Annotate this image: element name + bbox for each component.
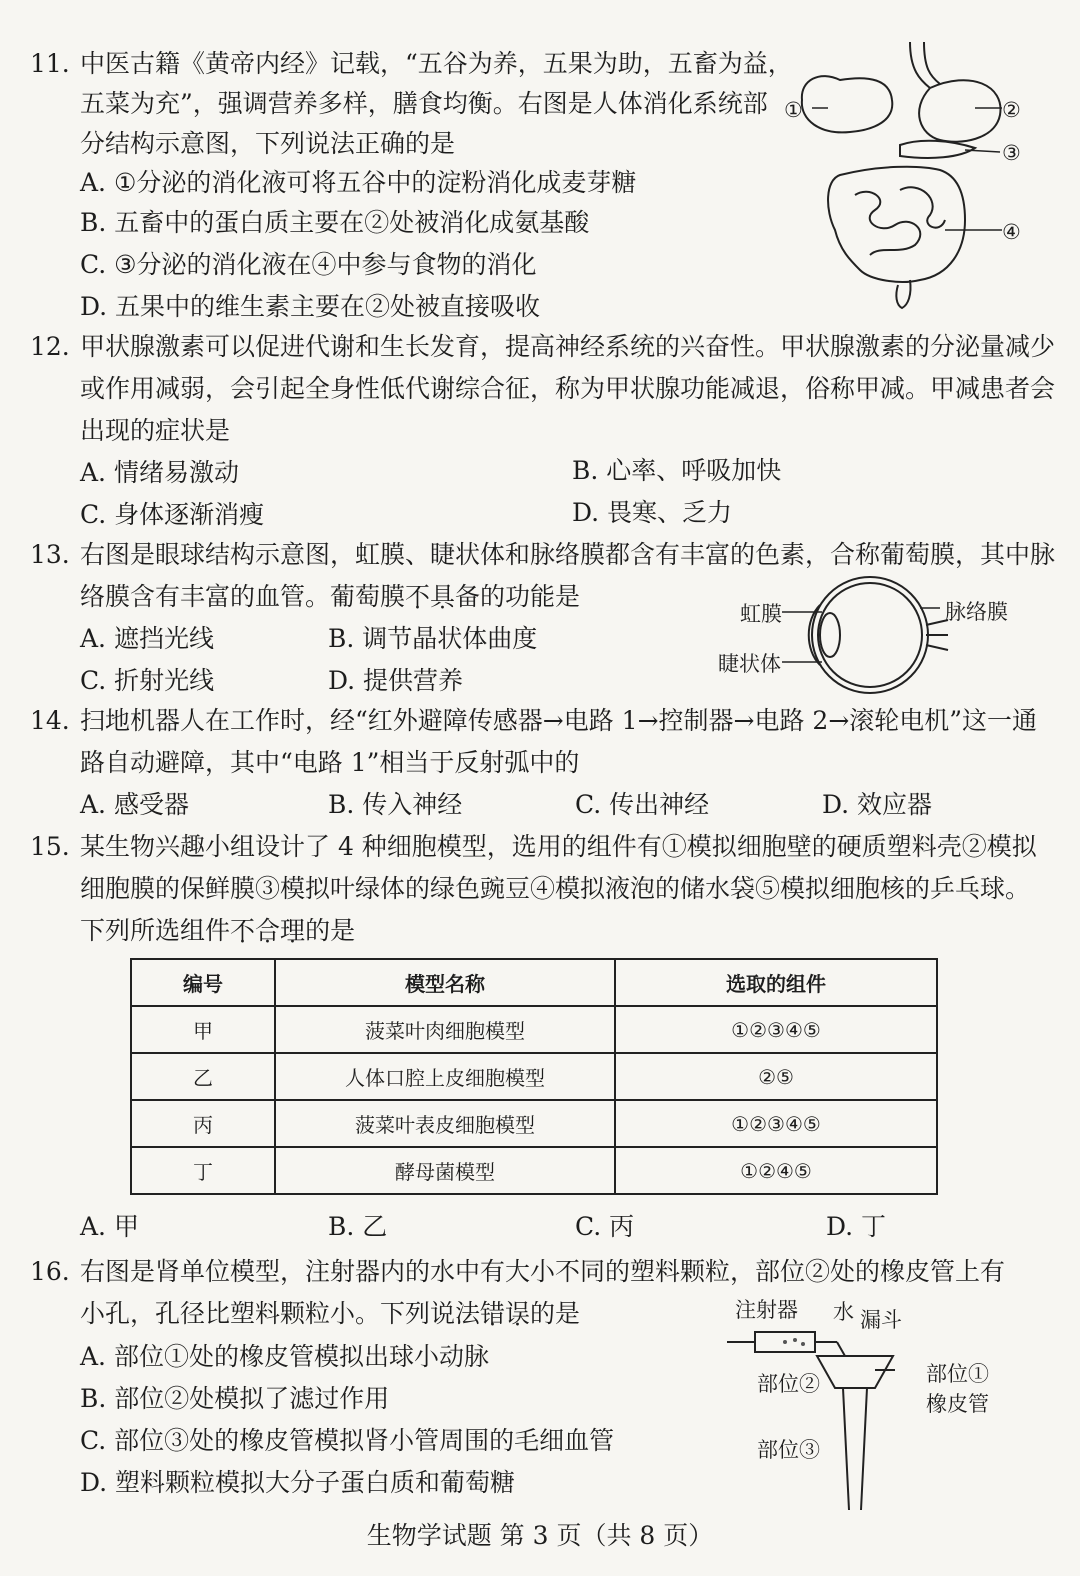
option-c: C. ③分泌的消化液在④中参与食物的消化: [80, 250, 537, 279]
table-cell: ②⑤: [615, 1053, 937, 1100]
question-text: 出现的症状是: [80, 416, 231, 445]
figure-label-choroid: 脉络膜: [945, 600, 1008, 624]
figure-label-part2: 部位②: [757, 1372, 820, 1396]
option-d: D. 塑料颗粒模拟大分子蛋白质和葡萄糖: [80, 1468, 516, 1497]
question-text: 路自动避障，其中“电路 1”相当于反射弧中的: [80, 748, 580, 777]
table-cell: 菠菜叶肉细胞模型: [275, 1006, 615, 1053]
table-cell: 酵母菌模型: [275, 1147, 615, 1194]
figure-label-syringe: 注射器: [735, 1298, 798, 1322]
option-c: C. 传出神经: [575, 790, 710, 819]
question-text: 中医古籍《黄帝内经》记载，“五谷为养，五果为助，五畜为益，: [80, 49, 793, 78]
digestive-system-figure: [780, 40, 1050, 315]
table-cell: 丙: [131, 1100, 275, 1147]
table-header: 模型名称: [275, 959, 615, 1006]
option-b: B. 传入神经: [328, 790, 463, 819]
option-b: B. 乙: [328, 1212, 388, 1241]
question-text: 某生物兴趣小组设计了 4 种细胞模型，选用的组件有①模拟细胞壁的硬质塑料壳②模拟: [80, 832, 1037, 861]
table-header: 选取的组件: [615, 959, 937, 1006]
question-number: 12.: [30, 332, 70, 361]
table-cell: ①②③④⑤: [615, 1100, 937, 1147]
table-cell: 人体口腔上皮细胞模型: [275, 1053, 615, 1100]
question-text: 下列所选组件不合理的是: [80, 916, 356, 945]
figure-label-water: 水: [833, 1300, 854, 1324]
table-cell: 甲: [131, 1006, 275, 1053]
question-text: 小孔，孔径比塑料颗粒小。下列说法错误的是: [80, 1299, 581, 1328]
figure-label-part1: 部位①: [926, 1362, 989, 1386]
figure-label-funnel: 漏斗: [860, 1308, 902, 1332]
option-a: A. 遮挡光线: [80, 624, 214, 653]
option-b: B. 心率、呼吸加快: [572, 456, 782, 485]
option-d: D. 效应器: [822, 790, 933, 819]
question-number: 13.: [30, 540, 70, 569]
question-text: 右图是眼球结构示意图，虹膜、睫状体和脉络膜都含有丰富的色素，合称葡萄膜，其中脉: [80, 540, 1056, 569]
option-a: A. ①分泌的消化液可将五谷中的淀粉消化成麦芽糖: [80, 168, 637, 197]
question-number: 15.: [30, 832, 70, 861]
question-text: 络膜含有丰富的血管。葡萄膜不具备的功能是: [80, 582, 581, 611]
option-d: D. 五果中的维生素主要在②处被直接吸收: [80, 292, 541, 321]
nephron-model-figure: [725, 1320, 905, 1510]
figure-label-2: ②: [1002, 98, 1021, 122]
question-number: 16.: [30, 1257, 70, 1286]
option-b: B. 调节晶状体曲度: [328, 624, 538, 653]
question-text: 五菜为充”，强调营养多样，膳食均衡。右图是人体消化系统部: [80, 89, 768, 118]
cell-model-table: [130, 958, 938, 1195]
figure-label-part3: 部位③: [757, 1438, 820, 1462]
option-c: C. 身体逐渐消瘦: [80, 500, 265, 529]
question-text: 右图是肾单位模型，注射器内的水中有大小不同的塑料颗粒，部位②处的橡皮管上有: [80, 1257, 1006, 1286]
question-text: 细胞膜的保鲜膜③模拟叶绿体的绿色豌豆④模拟液泡的储水袋⑤模拟细胞核的乒乓球。: [80, 874, 1031, 903]
table-row: [131, 1006, 937, 1053]
eye-figure: [780, 570, 950, 700]
option-a: A. 甲: [80, 1212, 139, 1241]
question-text: 或作用减弱，会引起全身性低代谢综合征，称为甲状腺功能减退，俗称甲减。甲减患者会: [80, 374, 1056, 403]
option-a: A. 情绪易激动: [80, 458, 239, 487]
figure-label-1: ①: [784, 98, 803, 122]
table-cell: 丁: [131, 1147, 275, 1194]
figure-label-tube: 橡皮管: [926, 1392, 989, 1416]
option-d: D. 丁: [826, 1212, 887, 1241]
option-c: C. 部位③处的橡皮管模拟肾小管周围的毛细血管: [80, 1426, 615, 1455]
page-footer: 生物学试题 第 3 页（共 8 页）: [366, 1521, 714, 1550]
question-text: 分结构示意图，下列说法正确的是: [80, 129, 456, 158]
option-c: C. 折射光线: [80, 666, 215, 695]
figure-label-4: ④: [1002, 220, 1021, 244]
table-cell: ①②③④⑤: [615, 1006, 937, 1053]
table-cell: ①②④⑤: [615, 1147, 937, 1194]
question-number: 14.: [30, 706, 70, 735]
option-b: B. 五畜中的蛋白质主要在②处被消化成氨基酸: [80, 208, 590, 237]
figure-label-3: ③: [1002, 141, 1021, 165]
option-b: B. 部位②处模拟了滤过作用: [80, 1384, 390, 1413]
figure-label-ciliary: 睫状体: [718, 652, 781, 676]
option-d: D. 畏寒、乏力: [572, 498, 733, 527]
option-c: C. 丙: [575, 1212, 635, 1241]
question-text: 甲状腺激素可以促进代谢和生长发育，提高神经系统的兴奋性。甲状腺激素的分泌量减少: [80, 332, 1056, 361]
question-text: 扫地机器人在工作时，经“红外避障传感器→电路 1→控制器→电路 2→滚轮电机”这一通: [80, 706, 1038, 735]
table-row: [131, 1100, 937, 1147]
table-header: 编号: [131, 959, 275, 1006]
table-row: [131, 1053, 937, 1100]
option-a: A. 感受器: [80, 790, 189, 819]
table-header-row: [131, 959, 937, 1006]
figure-label-iris: 虹膜: [740, 602, 782, 626]
question-number: 11.: [30, 49, 70, 78]
option-d: D. 提供营养: [328, 666, 464, 695]
option-a: A. 部位①处的橡皮管模拟出球小动脉: [80, 1342, 489, 1371]
table-cell: 菠菜叶表皮细胞模型: [275, 1100, 615, 1147]
table-cell: 乙: [131, 1053, 275, 1100]
table-row: [131, 1147, 937, 1194]
